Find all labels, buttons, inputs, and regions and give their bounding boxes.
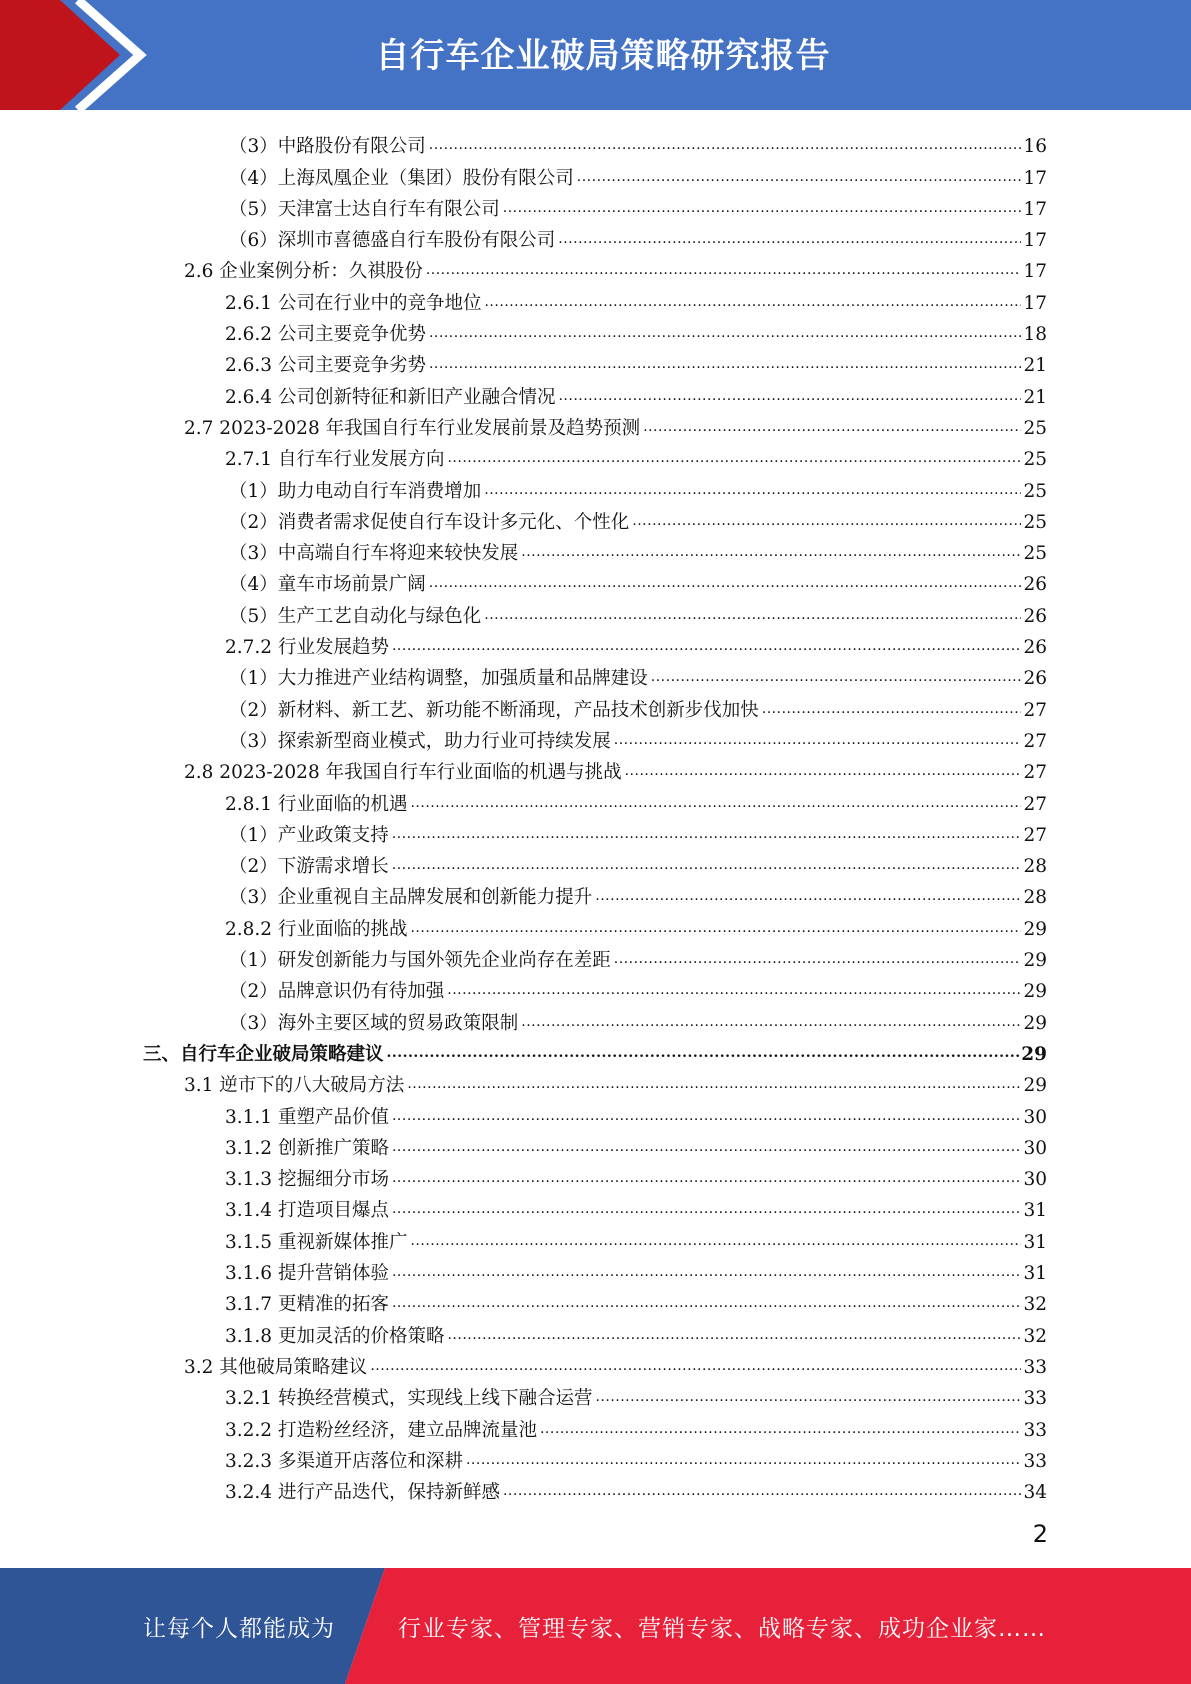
toc-entry[interactable] <box>225 1474 1047 1505</box>
toc-dot-leader <box>484 480 1021 504</box>
toc-entry-title: 3.1.6 提升营销体验 <box>225 1263 389 1285</box>
toc-dot-leader <box>503 198 1022 222</box>
toc-entry-title: （3）中路股份有限公司 <box>229 136 426 158</box>
toc-entry-title: 3.1 逆市下的八大破局方法 <box>184 1075 405 1097</box>
toc-entry-page: 27 <box>1023 730 1047 752</box>
toc-entry-page: 31 <box>1023 1231 1047 1253</box>
toc-entry-title: （1）大力推进产业结构调整，加强质量和品牌建设 <box>229 668 648 690</box>
toc-dot-leader <box>577 167 1022 191</box>
toc-entry[interactable] <box>225 1255 1047 1286</box>
toc-dot-leader <box>410 1231 1021 1255</box>
toc-entry[interactable] <box>184 1349 1047 1380</box>
toc-entry[interactable] <box>229 973 1047 1004</box>
toc-entry[interactable] <box>225 1161 1047 1192</box>
toc-dot-leader <box>558 386 1021 410</box>
toc-entry-page: 17 <box>1023 292 1047 314</box>
toc-dot-leader <box>370 1356 1021 1380</box>
toc-dot-leader <box>387 1043 1020 1067</box>
toc-entry-title: （3）探索新型商业模式，助力行业可持续发展 <box>229 730 611 752</box>
footer-slogan-right: 行业专家、管理专家、营销专家、战略专家、成功企业家…… <box>398 1616 1046 1642</box>
toc-dot-leader <box>447 448 1021 472</box>
toc-dot-leader <box>392 1168 1021 1192</box>
toc-entry-title: （1）产业政策支持 <box>229 824 389 846</box>
toc-entry-title: （2）下游需求增长 <box>229 856 389 878</box>
toc-entry[interactable] <box>225 1411 1047 1442</box>
toc-entry[interactable] <box>229 472 1047 503</box>
document-title: 自行车企业破局策略研究报告 <box>375 36 831 76</box>
toc-entry-page: 29 <box>1023 918 1047 940</box>
toc-entry-page: 33 <box>1023 1388 1047 1410</box>
toc-entry-page: 27 <box>1023 699 1047 721</box>
toc-entry-page: 26 <box>1023 574 1047 596</box>
toc-dot-leader <box>558 229 1021 253</box>
toc-entry-page: 31 <box>1023 1200 1047 1222</box>
toc-dot-leader <box>643 417 1021 441</box>
toc-entry[interactable] <box>229 191 1047 222</box>
toc-dot-leader <box>484 605 1021 629</box>
toc-dot-leader <box>392 824 1022 848</box>
toc-entry-title: 3.1.3 挖掘细分市场 <box>225 1169 389 1191</box>
toc-dot-leader <box>762 699 1022 723</box>
toc-entry-title: （2）消费者需求促使自行车设计多元化、个性化 <box>229 511 630 533</box>
toc-entry[interactable] <box>225 1380 1047 1411</box>
toc-entry-page: 30 <box>1023 1137 1047 1159</box>
toc-entry-title: （5）生产工艺自动化与绿色化 <box>229 605 482 627</box>
toc-entry-page: 17 <box>1023 167 1047 189</box>
toc-entry[interactable] <box>225 629 1047 660</box>
toc-entry-title: （2）品牌意识仍有待加强 <box>229 981 445 1003</box>
toc-entry-page: 17 <box>1023 261 1047 283</box>
toc-dot-leader <box>632 511 1021 535</box>
toc-entry[interactable] <box>143 1036 1047 1067</box>
toc-entry-page: 32 <box>1023 1294 1047 1316</box>
toc-entry[interactable] <box>229 598 1047 629</box>
toc-entry-title: 三、自行车企业破局策略建议 <box>143 1043 384 1065</box>
toc-entry[interactable] <box>225 1130 1047 1161</box>
toc-dot-leader <box>447 1325 1021 1349</box>
toc-entry[interactable] <box>229 848 1047 879</box>
toc-dot-leader <box>484 292 1021 316</box>
toc-entry[interactable] <box>184 253 1047 284</box>
toc-entry[interactable] <box>229 128 1047 159</box>
toc-entry-title: 2.7 2023-2028 年我国自行车行业发展前景及趋势预测 <box>184 417 641 439</box>
toc-entry-title: （4）童车市场前景广阔 <box>229 574 426 596</box>
toc-entry[interactable] <box>229 504 1047 535</box>
toc-entry-page: 21 <box>1023 355 1047 377</box>
toc-entry[interactable] <box>225 347 1047 378</box>
toc-dot-leader <box>392 855 1022 879</box>
toc-entry-page: 25 <box>1023 417 1047 439</box>
toc-entry[interactable] <box>229 942 1047 973</box>
toc-entry[interactable] <box>229 566 1047 597</box>
toc-entry-page: 29 <box>1023 981 1047 1003</box>
page-number: 2 <box>1032 1520 1048 1548</box>
toc-dot-leader <box>392 1106 1021 1130</box>
toc-entry-page: 33 <box>1023 1356 1047 1378</box>
toc-entry-page: 28 <box>1023 887 1047 909</box>
toc-dot-leader <box>407 1074 1021 1098</box>
toc-entry-title: 3.2.2 打造粉丝经济，建立品牌流量池 <box>225 1419 537 1441</box>
page-header <box>0 0 1191 110</box>
toc-entry-title: 3.1.1 重塑产品价值 <box>225 1106 389 1128</box>
toc-dot-leader <box>429 323 1021 347</box>
toc-entry-title: 3.1.5 重视新媒体推广 <box>225 1231 408 1253</box>
toc-entry-title: 2.6.1 公司在行业中的竞争地位 <box>225 292 482 314</box>
toc-entry-title: 2.6.3 公司主要竞争劣势 <box>225 355 426 377</box>
toc-entry[interactable] <box>225 316 1047 347</box>
toc-entry[interactable] <box>229 660 1047 691</box>
toc-entry-page: 18 <box>1023 324 1047 346</box>
toc-entry-page: 31 <box>1023 1263 1047 1285</box>
toc-entry-page: 21 <box>1023 386 1047 408</box>
toc-entry[interactable] <box>229 723 1047 754</box>
toc-entry[interactable] <box>184 1067 1047 1098</box>
toc-entry-page: 25 <box>1023 449 1047 471</box>
toc-entry-page: 27 <box>1023 762 1047 784</box>
toc-entry-page: 32 <box>1023 1325 1047 1347</box>
toc-entry[interactable] <box>225 1317 1047 1348</box>
toc-dot-leader <box>429 573 1022 597</box>
toc-entry-page: 25 <box>1023 511 1047 533</box>
toc-entry[interactable] <box>225 378 1047 409</box>
toc-dot-leader <box>392 1137 1021 1161</box>
toc-dot-leader <box>426 260 1022 284</box>
toc-entry-title: （3）企业重视自主品牌发展和创新能力提升 <box>229 887 593 909</box>
toc-entry-page: 30 <box>1023 1169 1047 1191</box>
toc-entry-title: 2.8.1 行业面临的机遇 <box>225 793 408 815</box>
toc-entry-page: 27 <box>1023 824 1047 846</box>
page-footer <box>0 1568 1191 1684</box>
toc-entry-title: （6）深圳市喜德盛自行车股份有限公司 <box>229 230 556 252</box>
toc-entry-title: （3）中高端自行车将迎来较快发展 <box>229 543 519 565</box>
toc-entry[interactable] <box>229 1004 1047 1035</box>
footer-slogan-left: 让每个人都能成为 <box>143 1616 335 1642</box>
toc-entry-title: 3.1.4 打造项目爆点 <box>225 1200 389 1222</box>
toc-entry-page: 27 <box>1023 793 1047 815</box>
toc-dot-leader <box>625 761 1022 785</box>
toc-entry-title: 3.2.1 转换经营模式，实现线上线下融合运营 <box>225 1388 593 1410</box>
toc-entry[interactable] <box>229 817 1047 848</box>
toc-entry[interactable] <box>225 1098 1047 1129</box>
toc-entry-page: 33 <box>1023 1419 1047 1441</box>
toc-dot-leader <box>614 949 1022 973</box>
toc-dot-leader <box>410 793 1021 817</box>
toc-entry[interactable] <box>225 911 1047 942</box>
toc-entry[interactable] <box>225 1224 1047 1255</box>
toc-entry[interactable] <box>225 1286 1047 1317</box>
toc-entry[interactable] <box>225 1192 1047 1223</box>
toc-entry-title: 2.6.4 公司创新特征和新旧产业融合情况 <box>225 386 556 408</box>
toc-entry-page: 34 <box>1023 1482 1047 1504</box>
toc-entry-title: （1）研发创新能力与国外领先企业尚存在差距 <box>229 950 611 972</box>
toc-entry-page: 28 <box>1023 856 1047 878</box>
toc-entry-title: 3.2 其他破局策略建议 <box>184 1356 368 1378</box>
toc-dot-leader <box>447 980 1021 1004</box>
toc-entry-page: 26 <box>1023 605 1047 627</box>
toc-entry-page: 26 <box>1023 637 1047 659</box>
toc-dot-leader <box>651 667 1022 691</box>
toc-entry-title: 2.8 2023-2028 年我国自行车行业面临的机遇与挑战 <box>184 762 622 784</box>
toc-entry[interactable] <box>184 754 1047 785</box>
toc-entry[interactable] <box>229 222 1047 253</box>
toc-entry[interactable] <box>229 535 1047 566</box>
toc-entry-title: 3.1.8 更加灵活的价格策略 <box>225 1325 445 1347</box>
toc-entry-page: 17 <box>1023 230 1047 252</box>
toc-entry-page: 16 <box>1023 136 1047 158</box>
toc-dot-leader <box>392 1293 1021 1317</box>
toc-entry-page: 25 <box>1023 480 1047 502</box>
toc-entry-title: 3.2.3 多渠道开店落位和深耕 <box>225 1450 463 1472</box>
toc-entry-title: （1）助力电动自行车消费增加 <box>229 480 482 502</box>
toc-entry-title: （5）天津富士达自行车有限公司 <box>229 198 500 220</box>
toc-entry-title: （4）上海凤凰企业（集团）股份有限公司 <box>229 167 574 189</box>
toc-dot-leader <box>429 354 1021 378</box>
toc-dot-leader <box>595 886 1021 910</box>
toc-entry[interactable] <box>225 441 1047 472</box>
toc-entry[interactable] <box>225 285 1047 316</box>
toc-dot-leader <box>521 1012 1021 1036</box>
toc-dot-leader <box>392 1199 1021 1223</box>
toc-entry-title: （2）新材料、新工艺、新功能不断涌现，产品技术创新步伐加快 <box>229 699 759 721</box>
toc-entry-page: 30 <box>1023 1106 1047 1128</box>
toc-dot-leader <box>503 1481 1021 1505</box>
toc-entry-title: 2.7.1 自行车行业发展方向 <box>225 449 445 471</box>
toc-dot-leader <box>392 636 1021 660</box>
toc-entry[interactable] <box>225 1443 1047 1474</box>
toc-entry-title: 3.2.4 进行产品迭代，保持新鲜感 <box>225 1482 500 1504</box>
toc-entry-title: （3）海外主要区域的贸易政策限制 <box>229 1012 519 1034</box>
toc-entry-title: 2.6.2 公司主要竞争优势 <box>225 324 426 346</box>
toc-entry[interactable] <box>225 785 1047 816</box>
toc-entry[interactable] <box>229 879 1047 910</box>
toc-entry-page: 33 <box>1023 1450 1047 1472</box>
toc-entry-title: 3.1.2 创新推广策略 <box>225 1137 389 1159</box>
toc-entry-title: 3.1.7 更精准的拓客 <box>225 1294 389 1316</box>
toc-dot-leader <box>392 1262 1021 1286</box>
toc-entry-page: 29 <box>1021 1043 1047 1065</box>
toc-entry-page: 29 <box>1023 1075 1047 1097</box>
toc-entry-page: 26 <box>1023 668 1047 690</box>
toc-entry-title: 2.6 企业案例分析：久祺股份 <box>184 261 423 283</box>
toc-dot-leader <box>540 1419 1021 1443</box>
toc-entry-page: 25 <box>1023 543 1047 565</box>
toc-entry[interactable] <box>184 410 1047 441</box>
toc-dot-leader <box>410 918 1021 942</box>
toc-dot-leader <box>466 1450 1021 1474</box>
toc-dot-leader <box>595 1387 1021 1411</box>
toc-entry-page: 29 <box>1023 1012 1047 1034</box>
toc-dot-leader <box>521 542 1021 566</box>
toc-entry-page: 17 <box>1023 198 1047 220</box>
toc-entry[interactable] <box>229 159 1047 190</box>
toc-entry-title: 2.8.2 行业面临的挑战 <box>225 918 408 940</box>
toc-dot-leader <box>614 730 1022 754</box>
toc-dot-leader <box>429 135 1022 159</box>
toc-entry[interactable] <box>229 691 1047 722</box>
toc-entry-page: 29 <box>1023 950 1047 972</box>
toc-entry-title: 2.7.2 行业发展趋势 <box>225 637 389 659</box>
